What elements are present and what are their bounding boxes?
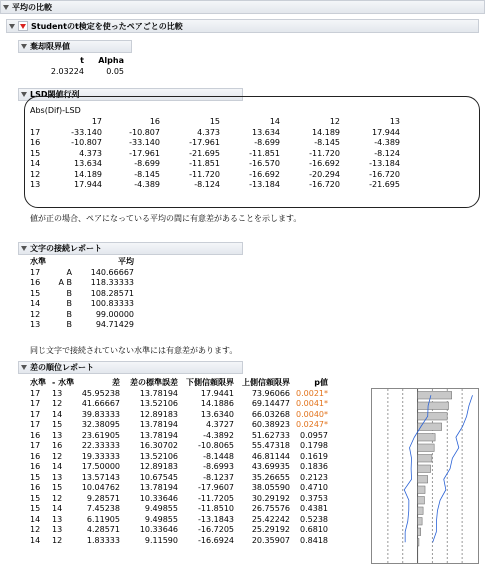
ordered-row xyxy=(28,462,330,473)
letters-level: 13 xyxy=(30,320,41,329)
ordered-diff: 9.28571 xyxy=(86,493,120,503)
lsd-col-header: 16 xyxy=(149,117,160,126)
ordered-minus-level: 12 xyxy=(52,451,63,461)
lsd-matrix-table xyxy=(28,117,402,191)
lsd-cell: -21.695 xyxy=(189,148,220,158)
ordered-std-err: 13.78194 xyxy=(139,420,178,429)
lsd-row xyxy=(28,180,402,191)
critical-alpha-value: 0.05 xyxy=(106,66,124,76)
ordered-upper-cl: 51.62733 xyxy=(251,430,290,440)
ordered-level: 17 xyxy=(30,420,41,429)
letters-mean: 94.71429 xyxy=(95,320,134,329)
ordered-lower-cl: -8.6993 xyxy=(203,462,234,471)
lsd-cell: 4.373 xyxy=(79,148,102,158)
ordered-header-row xyxy=(28,378,330,389)
ordered-level: 15 xyxy=(30,493,41,503)
ordered-p-value: 0.0957 xyxy=(300,430,328,440)
lsd-cell: 13.634 xyxy=(74,159,102,168)
ordered-minus-level: 15 xyxy=(52,483,63,492)
ordered-row xyxy=(28,525,330,536)
diff-bar xyxy=(418,528,421,536)
lsd-cell: 17.944 xyxy=(74,180,102,189)
diff-bar xyxy=(418,518,423,526)
ordered-lower-cl: -16.6924 xyxy=(198,535,234,545)
critical-title: 棄却限界値 xyxy=(30,42,70,51)
ordered-diff: 19.33333 xyxy=(81,451,120,461)
ordered-outline-header[interactable] xyxy=(18,361,243,374)
lsd-cell: -8.145 xyxy=(134,169,160,179)
ordered-diff: 39.83333 xyxy=(81,409,120,419)
lsd-note: 値が正の場合、ペアになっている平均の間に有意差があることを示します。 xyxy=(30,214,302,223)
ordered-diff: 23.61905 xyxy=(81,430,120,440)
ordered-row xyxy=(28,504,330,515)
report-outline-header[interactable] xyxy=(0,0,485,14)
ordered-p-value: 0.1798 xyxy=(300,441,328,450)
diff-bar xyxy=(418,476,428,484)
ordered-p-value: 0.5238 xyxy=(300,514,328,524)
diff-bar xyxy=(418,455,432,463)
lsd-cell: 14.189 xyxy=(74,169,102,179)
ordered-diff: 22.33333 xyxy=(81,441,120,450)
ordered-minus-level: 12 xyxy=(52,493,63,503)
ordered-lower-cl: -8.1237 xyxy=(203,472,234,482)
letters-letters: B xyxy=(66,320,72,329)
ordered-p-value: 0.1836 xyxy=(300,462,328,471)
disclosure-triangle-icon[interactable] xyxy=(21,92,27,97)
lsd-cell: -17.961 xyxy=(129,148,160,158)
letters-level: 14 xyxy=(30,299,41,308)
ordered-row xyxy=(28,420,330,431)
diff-bar xyxy=(418,434,436,442)
ordered-level: 16 xyxy=(30,483,41,492)
lsd-cell: -10.807 xyxy=(71,138,102,147)
letters-level: 17 xyxy=(30,267,41,277)
ordered-std-err: 13.78194 xyxy=(139,388,178,398)
ordered-level: 16 xyxy=(30,462,41,471)
ordered-level: 17 xyxy=(30,441,41,450)
lsd-header-row xyxy=(28,117,402,128)
lsd-row xyxy=(28,128,402,139)
diff-bar xyxy=(418,507,424,515)
ordered-header: 差 xyxy=(112,378,120,387)
diff-bar xyxy=(418,465,431,473)
lsd-row-label: 12 xyxy=(30,169,41,179)
outline-title: 平均の比較 xyxy=(12,2,52,12)
disclosure-triangle-icon[interactable] xyxy=(21,246,27,251)
diff-bar xyxy=(418,486,425,494)
diff-bar xyxy=(418,413,448,421)
lsd-cell: 17.944 xyxy=(372,127,400,137)
ordered-body xyxy=(28,389,330,547)
ordered-diff: 7.45238 xyxy=(86,504,120,513)
critical-header-alpha: Alpha xyxy=(98,56,124,65)
ordered-diff: 32.38095 xyxy=(81,420,120,429)
ordered-level: 16 xyxy=(30,451,41,461)
ordered-lower-cl: 13.6340 xyxy=(200,409,234,419)
lsd-row xyxy=(28,170,402,181)
ordered-level: 17 xyxy=(30,409,41,419)
ordered-diff: 17.50000 xyxy=(81,462,120,471)
letters-row xyxy=(28,299,136,310)
ordered-upper-cl: 25.42242 xyxy=(251,514,290,524)
lsd-row xyxy=(28,149,402,160)
letters-level: 15 xyxy=(30,288,41,298)
lsd-row xyxy=(28,138,402,149)
red-triangle-menu-icon[interactable] xyxy=(18,21,28,31)
ordered-row xyxy=(28,515,330,526)
letters-header-level: 水準 xyxy=(30,257,46,266)
disclosure-triangle-icon[interactable] xyxy=(3,5,9,10)
critical-table xyxy=(30,56,126,77)
ordered-upper-cl: 60.38923 xyxy=(251,420,290,429)
ordered-std-err: 9.11590 xyxy=(144,535,178,545)
critical-t-value: 2.03224 xyxy=(50,66,84,76)
ordered-p-value: 0.0247* xyxy=(296,420,328,429)
lsd-cell: -13.184 xyxy=(369,159,400,168)
ordered-table xyxy=(28,378,330,546)
ordered-header: p値 xyxy=(314,378,328,387)
ordered-level: 15 xyxy=(30,504,41,513)
ordered-std-err: 12.89183 xyxy=(139,462,178,471)
critical-outline-header[interactable] xyxy=(18,40,132,53)
lsd-row xyxy=(28,159,402,170)
lsd-cell: -11.851 xyxy=(189,159,220,168)
lsd-col-header: 15 xyxy=(209,117,220,126)
letters-row xyxy=(28,278,136,289)
letters-header-mean: 平均 xyxy=(118,257,134,266)
lsd-row-label: 13 xyxy=(30,180,41,189)
ordered-lower-cl: -10.8065 xyxy=(198,441,234,450)
ordered-std-err: 16.30702 xyxy=(139,441,178,450)
disclosure-triangle-icon[interactable] xyxy=(21,44,27,49)
ordered-minus-level: 13 xyxy=(52,525,63,534)
diff-bar xyxy=(418,497,425,505)
ordered-title: 差の順位レポート xyxy=(30,363,94,372)
lsd-cell: -16.570 xyxy=(249,159,280,168)
ordered-minus-level: 14 xyxy=(52,504,63,513)
diff-bar xyxy=(418,402,449,410)
ordered-row xyxy=(28,483,330,494)
ordered-row xyxy=(28,473,330,484)
lsd-cell: -16.720 xyxy=(369,169,400,179)
lsd-cell: -8.699 xyxy=(254,138,280,147)
letters-mean: 99.00000 xyxy=(95,309,134,319)
ordered-p-value: 0.1619 xyxy=(300,451,328,461)
ordered-upper-cl: 25.29192 xyxy=(251,525,290,534)
test-title: Studentのt検定を使ったペアごとの比較 xyxy=(31,21,183,31)
ordered-minus-level: 14 xyxy=(52,409,63,419)
lsd-body xyxy=(28,128,402,191)
letters-mean: 140.66667 xyxy=(90,267,134,277)
letters-row xyxy=(28,289,136,300)
ordered-row xyxy=(28,452,330,463)
ordered-row xyxy=(28,536,330,547)
ordered-p-value: 0.4710 xyxy=(300,483,328,492)
ordered-minus-level: 13 xyxy=(52,472,63,482)
ordered-lower-cl: -11.8510 xyxy=(198,504,234,513)
lsd-row-label: 15 xyxy=(30,148,41,158)
letters-note: 同じ文字で接続されていない水準には有意差があります。 xyxy=(30,346,238,355)
lsd-cell: -33.140 xyxy=(71,127,102,137)
ordered-upper-cl: 20.35907 xyxy=(251,535,290,545)
lsd-cell: -21.695 xyxy=(369,180,400,189)
lsd-cell: -11.720 xyxy=(309,148,340,158)
letters-level: 16 xyxy=(30,278,41,287)
ordered-level: 14 xyxy=(30,514,41,524)
ordered-std-err: 13.52106 xyxy=(139,399,178,408)
ordered-diff: 45.95238 xyxy=(81,388,120,398)
letters-row xyxy=(28,320,136,331)
ordered-upper-cl: 66.03268 xyxy=(251,409,290,419)
lsd-cell: 4.373 xyxy=(197,127,220,137)
ordered-header: 下側信頼限界 xyxy=(186,378,234,387)
ordered-diff: 6.11905 xyxy=(86,514,120,524)
lsd-cell: -17.961 xyxy=(189,138,220,147)
ordered-minus-level: 14 xyxy=(52,462,63,471)
lsd-cell: -16.720 xyxy=(309,180,340,189)
ordered-upper-cl: 38.05590 xyxy=(251,483,290,492)
diff-bar xyxy=(418,392,452,400)
letters-row xyxy=(28,310,136,321)
ordered-std-err: 10.33646 xyxy=(139,493,178,503)
ordered-row xyxy=(28,441,330,452)
ordered-diff: 10.04762 xyxy=(81,483,120,492)
lsd-row-label: 14 xyxy=(30,159,41,168)
ordered-header: 差の標準誤差 xyxy=(130,378,178,387)
lsd-cell: -4.389 xyxy=(374,138,400,147)
ordered-std-err: 10.67545 xyxy=(139,472,178,482)
ordered-lower-cl: 4.3727 xyxy=(206,420,234,429)
ordered-level: 16 xyxy=(30,430,41,440)
lsd-subtitle: Abs(Dif)-LSD xyxy=(30,106,81,115)
ordered-level: 17 xyxy=(30,399,41,408)
ordered-std-err: 13.78194 xyxy=(139,483,178,492)
ordered-std-err: 10.33646 xyxy=(139,525,178,534)
letters-title: 文字の接続レポート xyxy=(30,244,102,253)
ordered-upper-cl: 30.29192 xyxy=(251,493,290,503)
lsd-cell: -11.720 xyxy=(189,169,220,179)
ordered-diff: 13.57143 xyxy=(81,472,120,482)
ordered-lower-cl: -13.1843 xyxy=(198,514,234,524)
disclosure-triangle-icon[interactable] xyxy=(21,365,27,370)
lsd-col-header: 14 xyxy=(269,117,280,126)
ordered-upper-cl: 43.69935 xyxy=(251,462,290,471)
lsd-cell: -8.145 xyxy=(314,138,340,147)
lsd-col-header: 17 xyxy=(91,117,102,126)
ordered-std-err: 13.52106 xyxy=(139,451,178,461)
letters-letters: A B xyxy=(58,278,72,287)
lsd-cell: 13.634 xyxy=(252,127,280,137)
test-outline-header[interactable] xyxy=(6,19,479,33)
lsd-cell: -8.699 xyxy=(134,159,160,168)
ordered-upper-cl: 46.81144 xyxy=(251,451,290,461)
lsd-col-header: 12 xyxy=(329,117,340,126)
ordered-lower-cl: -4.3892 xyxy=(203,430,234,440)
ordered-level: 15 xyxy=(30,472,41,482)
letters-header-letters xyxy=(52,257,74,268)
lsd-cell: -20.294 xyxy=(309,169,340,179)
ordered-header: 水準 xyxy=(30,378,46,387)
lsd-row-label: 16 xyxy=(30,138,41,147)
letters-level: 12 xyxy=(30,309,41,319)
ordered-lower-cl: -11.7205 xyxy=(198,493,234,503)
lsd-row-label: 17 xyxy=(30,127,41,137)
ordered-p-value: 0.0040* xyxy=(296,409,328,419)
critical-header-t: t xyxy=(80,56,84,65)
lsd-cell: -16.692 xyxy=(249,169,280,179)
ordered-header: - 水準 xyxy=(52,378,75,387)
lsd-cell: -33.140 xyxy=(129,138,160,147)
ordered-lower-cl: 17.9441 xyxy=(200,388,234,398)
lsd-cell: -16.692 xyxy=(309,159,340,168)
ordered-minus-level: 12 xyxy=(52,535,63,545)
ordered-upper-cl: 26.75576 xyxy=(251,504,290,513)
ordered-upper-cl: 35.26655 xyxy=(251,472,290,482)
ordered-lower-cl: 14.1886 xyxy=(200,399,234,408)
ordered-minus-level: 13 xyxy=(52,514,63,524)
letters-body xyxy=(28,268,136,331)
disclosure-triangle-icon[interactable] xyxy=(9,24,15,29)
ordered-upper-cl: 73.96066 xyxy=(251,388,290,398)
diff-bar xyxy=(418,539,419,547)
ordered-level: 14 xyxy=(30,535,41,545)
ordered-minus-level: 15 xyxy=(52,420,63,429)
lsd-cell: -13.184 xyxy=(249,180,280,189)
ordered-row xyxy=(28,494,330,505)
ordered-std-err: 12.89183 xyxy=(139,409,178,419)
letters-mean: 118.33333 xyxy=(90,278,134,287)
letters-letters: A xyxy=(66,267,72,277)
lsd-col-header: 13 xyxy=(389,117,400,126)
ordered-minus-level: 12 xyxy=(52,399,63,408)
letters-mean: 108.28571 xyxy=(90,288,134,298)
ordered-minus-level: 13 xyxy=(52,430,63,440)
ordered-lower-cl: -8.1448 xyxy=(203,451,234,461)
letters-row xyxy=(28,268,136,279)
ordered-row xyxy=(28,399,330,410)
lsd-cell: -11.851 xyxy=(249,148,280,158)
ordered-p-value: 0.2123 xyxy=(300,472,328,482)
ordered-differences-chart xyxy=(371,388,479,564)
ordered-row xyxy=(28,431,330,442)
ordered-upper-cl: 69.14477 xyxy=(251,399,290,408)
letters-letters: B xyxy=(66,309,72,319)
ordered-upper-cl: 55.47318 xyxy=(251,441,290,450)
ordered-std-err: 13.78194 xyxy=(139,430,178,440)
ordered-p-value: 0.3753 xyxy=(300,493,328,503)
ordered-p-value: 0.4381 xyxy=(300,504,328,513)
ordered-minus-level: 13 xyxy=(52,388,63,398)
ordered-level: 17 xyxy=(30,388,41,398)
ordered-lower-cl: -17.9607 xyxy=(198,483,234,492)
letters-mean: 100.83333 xyxy=(90,299,134,308)
ordered-diff: 41.66667 xyxy=(81,399,120,408)
ordered-row xyxy=(28,389,330,400)
ordered-std-err: 9.49855 xyxy=(144,514,178,524)
ordered-std-err: 9.49855 xyxy=(144,504,178,513)
ordered-p-value: 0.0021* xyxy=(296,388,328,398)
ordered-diff: 4.28571 xyxy=(86,525,120,534)
lsd-cell: -4.389 xyxy=(134,180,160,189)
ordered-header: 上側信頼限界 xyxy=(242,378,290,387)
diff-bar xyxy=(418,444,435,452)
ordered-p-value: 0.6810 xyxy=(300,525,328,534)
ordered-p-value: 0.0041* xyxy=(296,399,328,408)
ordered-minus-level: 16 xyxy=(52,441,63,450)
letters-letters: B xyxy=(66,288,72,298)
lsd-cell: -10.807 xyxy=(129,127,160,137)
lsd-title: LSD閾値行列 xyxy=(30,90,80,99)
letters-letters: B xyxy=(66,299,72,308)
ordered-diff: 1.83333 xyxy=(86,535,120,545)
lsd-cell: -8.124 xyxy=(194,180,220,189)
lsd-cell: -8.124 xyxy=(374,148,400,158)
ordered-row xyxy=(28,410,330,421)
lsd-cell: 14.189 xyxy=(312,127,340,137)
letters-outline-header[interactable] xyxy=(18,242,243,255)
ordered-level: 12 xyxy=(30,525,41,534)
ordered-lower-cl: -16.7205 xyxy=(198,525,234,534)
letters-table xyxy=(28,257,136,331)
ordered-p-value: 0.8418 xyxy=(300,535,328,545)
